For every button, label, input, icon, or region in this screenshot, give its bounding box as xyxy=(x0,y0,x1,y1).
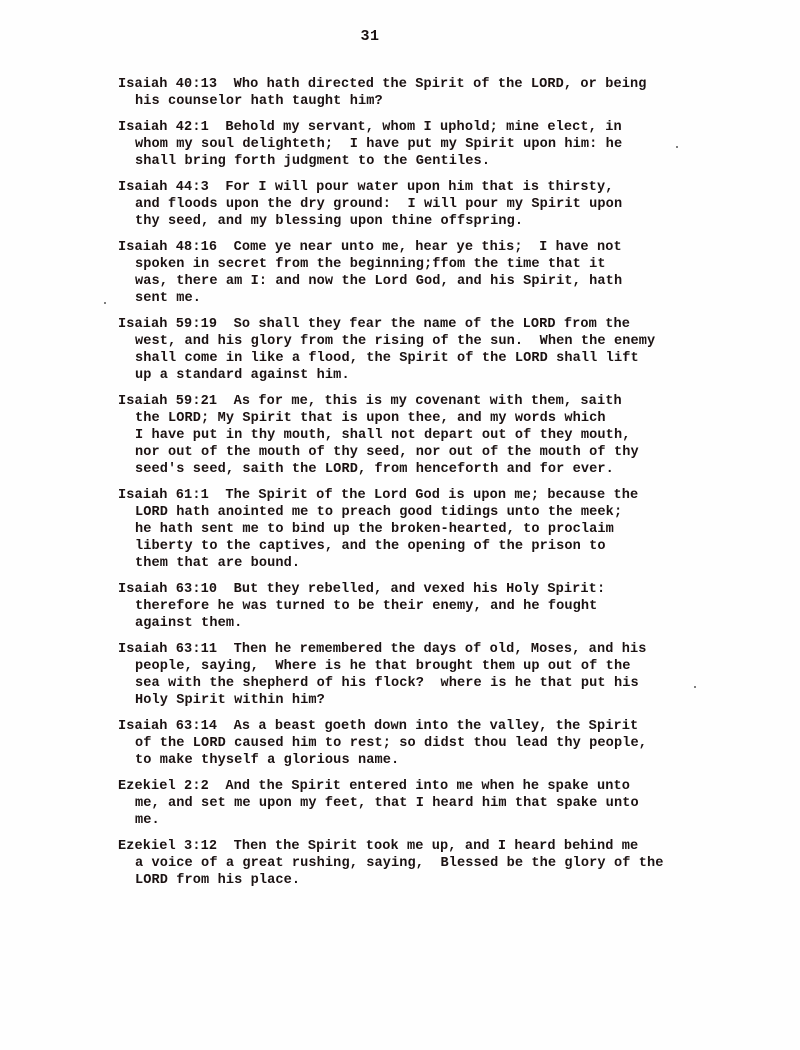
verse-line: sea with the shepherd of his flock? where is he that put his xyxy=(135,676,639,691)
verse-line: me, and set me upon my feet, that I heard him that spake unto xyxy=(135,796,639,811)
verse-line: Isaiah 59:21 As for me, this is my covenant with them, saith xyxy=(118,394,622,409)
verse-ezekiel-2-2 xyxy=(118,778,678,829)
scan-speck xyxy=(694,686,696,688)
verse-line: Isaiah 61:1 The Spirit of the Lord God is upon me; because the xyxy=(118,488,639,503)
verse-line: therefore he was turned to be their enemy, and he fought xyxy=(135,599,598,614)
verse-line: spoken in secret from the beginning;ffom the time that it xyxy=(135,257,606,272)
verse-line: the LORD; My Spirit that is upon thee, and my words which xyxy=(135,411,606,426)
verse-line: Isaiah 44:3 For I will pour water upon him that is thirsty, xyxy=(118,180,614,195)
verse-line: sent me. xyxy=(135,291,202,306)
verse-isaiah-61-1 xyxy=(118,487,678,572)
verse-line: thy seed, and my blessing upon thine offspring. xyxy=(135,214,524,229)
verse-line: Isaiah 48:16 Come ye near unto me, hear ye this; I have not xyxy=(118,240,622,255)
verse-line: Isaiah 42:1 Behold my servant, whom I uphold; mine elect, in xyxy=(118,120,622,135)
verse-line: Isaiah 63:11 Then he remembered the days of old, Moses, and his xyxy=(118,642,647,657)
verse-line: Isaiah 63:14 As a beast goeth down into the valley, the Spirit xyxy=(118,719,639,734)
verse-ezekiel-3-12 xyxy=(118,838,678,889)
verse-line: nor out of the mouth of thy seed, nor out of the mouth of thy xyxy=(135,445,639,460)
verse-isaiah-63-11 xyxy=(118,641,678,709)
verse-line: and floods upon the dry ground: I will pour my Spirit upon xyxy=(135,197,623,212)
verse-line: Isaiah 40:13 Who hath directed the Spirit of the LORD, or being xyxy=(118,77,647,92)
verse-line: I have put in thy mouth, shall not depart out of they mouth, xyxy=(135,428,631,443)
verse-line: shall bring forth judgment to the Gentiles. xyxy=(135,154,491,169)
verse-line: west, and his glory from the rising of the sun. When the enemy xyxy=(135,334,656,349)
verse-line: of the LORD caused him to rest; so didst thou lead thy people, xyxy=(135,736,647,751)
verse-isaiah-44-3 xyxy=(118,179,678,230)
verse-line: to make thyself a glorious name. xyxy=(135,753,400,768)
verse-line: seed's seed, saith the LORD, from henceforth and for ever. xyxy=(135,462,614,477)
verse-line: them that are bound. xyxy=(135,556,301,571)
verse-line: was, there am I: and now the Lord God, and his Spirit, hath xyxy=(135,274,623,289)
verse-list xyxy=(118,76,678,898)
scan-speck xyxy=(104,302,106,304)
scan-speck xyxy=(676,146,678,148)
verse-isaiah-48-16 xyxy=(118,239,678,307)
verse-line: up a standard against him. xyxy=(135,368,350,383)
verse-line: me. xyxy=(135,813,160,828)
verse-line: a voice of a great rushing, saying, Blessed be the glory of the xyxy=(135,856,664,871)
verse-line: Ezekiel 3:12 Then the Spirit took me up, and I heard behind me xyxy=(118,839,639,854)
verse-line: Isaiah 59:19 So shall they fear the name of the LORD from the xyxy=(118,317,630,332)
verse-isaiah-63-10 xyxy=(118,581,678,632)
verse-isaiah-42-1 xyxy=(118,119,678,170)
verse-line: LORD from his place. xyxy=(135,873,301,888)
verse-isaiah-40-13 xyxy=(118,76,678,110)
verse-isaiah-63-14 xyxy=(118,718,678,769)
verse-line: he hath sent me to bind up the broken-hearted, to proclaim xyxy=(135,522,614,537)
verse-line: against them. xyxy=(135,616,243,631)
verse-line: Holy Spirit within him? xyxy=(135,693,325,708)
verse-line: people, saying, Where is he that brought them up out of the xyxy=(135,659,631,674)
verse-line: liberty to the captives, and the opening of the prison to xyxy=(135,539,606,554)
page-number: 31 xyxy=(360,28,380,45)
verse-isaiah-59-21 xyxy=(118,393,678,478)
verse-line: LORD hath anointed me to preach good tidings unto the meek; xyxy=(135,505,623,520)
verse-line: Isaiah 63:10 But they rebelled, and vexed his Holy Spirit: xyxy=(118,582,606,597)
verse-line: whom my soul delighteth; I have put my Spirit upon him: he xyxy=(135,137,623,152)
verse-line: shall come in like a flood, the Spirit of the LORD shall lift xyxy=(135,351,639,366)
verse-line: his counselor hath taught him? xyxy=(135,94,383,109)
verse-isaiah-59-19 xyxy=(118,316,678,384)
verse-line: Ezekiel 2:2 And the Spirit entered into me when he spake unto xyxy=(118,779,630,794)
